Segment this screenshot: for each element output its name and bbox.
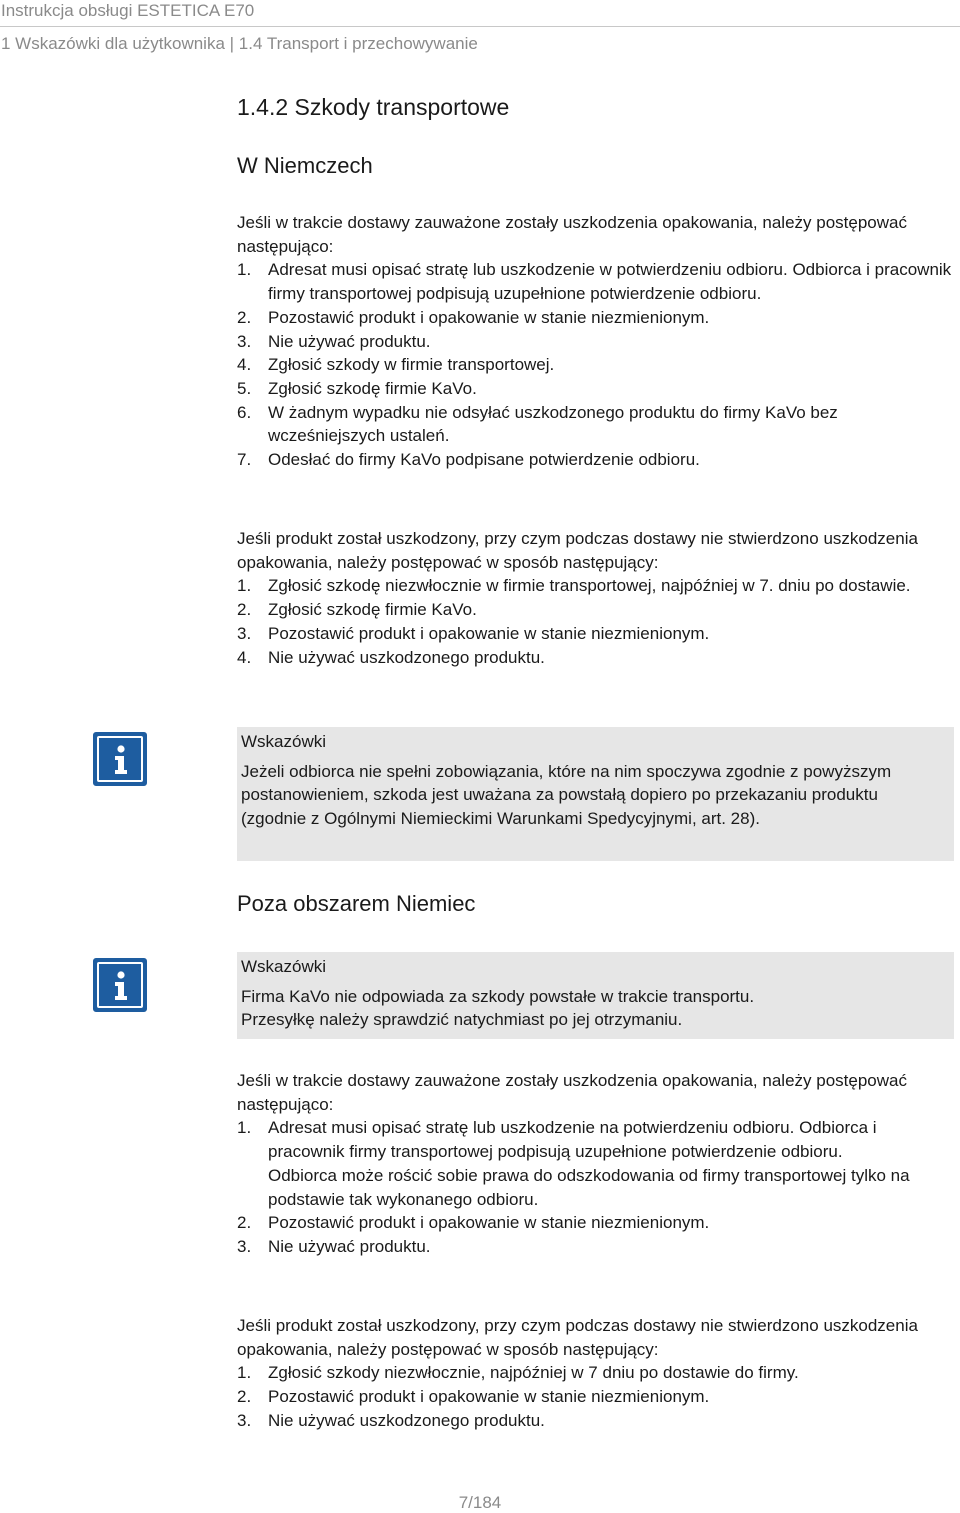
germany-procedure-packaging bbox=[237, 211, 957, 472]
paragraph: Jeśli produkt został uszkodzony, przy czym podczas dostawy nie stwierdzono uszkodzenia opakowania, należy postępować w sposób następujący: bbox=[237, 529, 918, 572]
list-item: 2. Zgłosić szkodę firmie KaVo. bbox=[237, 600, 477, 620]
abroad-procedure-packaging bbox=[237, 1069, 957, 1259]
list-item: 4. Zgłosić szkody w firmie transportowej. bbox=[237, 355, 555, 375]
breadcrumb: 1 Wskazówki dla użytkownika | 1.4 Transport i przechowywanie bbox=[1, 34, 478, 53]
germany-procedure-product bbox=[237, 527, 957, 669]
list-item: 2. Pozostawić produkt i opakowanie w stanie niezmienionym. bbox=[237, 1213, 710, 1233]
note-text: Jeżeli odbiorca nie spełni zobowiązania, które na nim spoczywa zgodnie z powyższym postanowieniem, szkoda jest uważana za powstałą dopiero po przekazaniu produktu (zgodnie z Ogólnymi Niemieckimi Warunkami Spedycyjnymi, art. 28). bbox=[241, 761, 892, 829]
info-icon bbox=[93, 958, 147, 1012]
note-title: Wskazówki bbox=[241, 732, 327, 751]
list-item: 5. Zgłosić szkodę firmie KaVo. bbox=[237, 378, 477, 398]
list-item: 7. Odesłać do firmy KaVo podpisane potwierdzenie odbioru. bbox=[237, 450, 700, 470]
subsection-heading-outside-germany: Poza obszarem Niemiec bbox=[237, 891, 476, 916]
list-item: 2. Pozostawić produkt i opakowanie w stanie niezmienionym. bbox=[237, 307, 710, 327]
list-item: 1. Adresat musi opisać stratę lub uszkodzenie w potwierdzeniu odbioru. Odbiorca i pracownik firmy transportowej podpisują uzupełnione potwierdzenie odbioru. bbox=[237, 260, 952, 304]
subsection-heading-germany: W Niemczech bbox=[237, 153, 373, 178]
header-divider bbox=[0, 26, 960, 27]
list-item: 1. Adresat musi opisać stratę lub uszkodzenie na potwierdzeniu odbioru. Odbiorca i pracownik firmy transportowej podpisują uzupełnione potwierdzenie odbioru. Odbiorca może rościć sobie prawa do odszkodowania od firmy transportowej tylko na podstawie tak wykonanego odbioru. bbox=[237, 1118, 910, 1209]
list-item: 3. Nie używać produktu. bbox=[237, 331, 431, 351]
list-item: 4. Nie używać uszkodzonego produktu. bbox=[237, 647, 545, 667]
list-item: 6. W żadnym wypadku nie odsyłać uszkodzonego produktu do firmy KaVo bez wcześniejszych ustaleń. bbox=[237, 402, 838, 446]
abroad-procedure-product bbox=[237, 1314, 957, 1433]
list-item: 3. Pozostawić produkt i opakowanie w stanie niezmienionym. bbox=[237, 623, 710, 643]
list-item: 2. Pozostawić produkt i opakowanie w stanie niezmienionym. bbox=[237, 1387, 710, 1407]
list-item: 1. Zgłosić szkody niezwłocznie, najpóźniej w 7 dniu po dostawie do firmy. bbox=[237, 1363, 799, 1383]
page-number: 7/184 bbox=[458, 1493, 502, 1512]
list-item: 3. Nie używać produktu. bbox=[237, 1236, 431, 1256]
paragraph: Jeśli w trakcie dostawy zauważone zostały uszkodzenia opakowania, należy postępować następująco: bbox=[237, 1071, 907, 1114]
note-text: Firma KaVo nie odpowiada za szkody powstałe w trakcie transportu. bbox=[241, 986, 755, 1006]
list-item: 1. Zgłosić szkodę niezwłocznie w firmie transportowej, najpóźniej w 7. dniu po dostawie. bbox=[237, 576, 911, 596]
paragraph: Jeśli w trakcie dostawy zauważone zostały uszkodzenia opakowania, należy postępować następująco: bbox=[237, 213, 907, 256]
list-item: 3. Nie używać uszkodzonego produktu. bbox=[237, 1410, 545, 1430]
paragraph: Jeśli produkt został uszkodzony, przy czym podczas dostawy nie stwierdzono uszkodzenia opakowania, należy postępować w sposób następujący: bbox=[237, 1316, 918, 1359]
note-box bbox=[237, 727, 954, 861]
section-heading: 1.4.2 Szkody transportowe bbox=[237, 94, 510, 120]
note-text: Przesyłkę należy sprawdzić natychmiast po jej otrzymaniu. bbox=[241, 1010, 683, 1030]
document-title: Instrukcja obsługi ESTETICA E70 bbox=[1, 1, 255, 20]
info-icon bbox=[93, 732, 147, 786]
note-title: Wskazówki bbox=[241, 957, 327, 976]
note-box bbox=[237, 952, 954, 1039]
